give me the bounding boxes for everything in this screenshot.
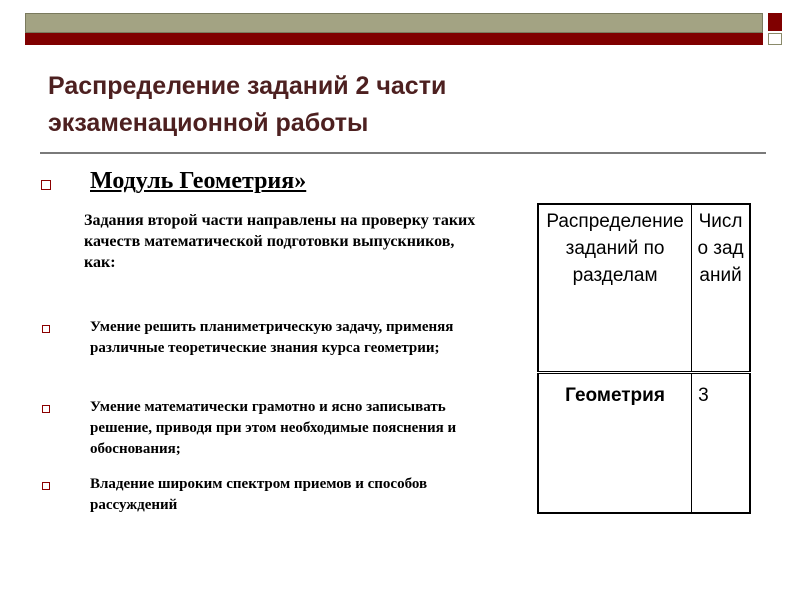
slide-title: [48, 68, 748, 142]
module-heading: Модуль Геометрия»: [90, 168, 307, 194]
title-line-2: экзаменационной работы: [48, 109, 369, 137]
table-row: [538, 372, 750, 513]
corner-square-filled: [768, 13, 782, 31]
list-item: Умение математически грамотно и ясно записывать решение, приводя при этом необходимые пояснения и обоснования;: [90, 399, 457, 457]
distribution-table: [537, 203, 751, 514]
square-bullet-icon: [41, 180, 51, 190]
corner-square-outline: [768, 33, 782, 45]
intro-text: Задания второй части направлены на проверку таких качеств математической подготовки выпускников, как:: [84, 212, 476, 271]
header-stripe: [25, 33, 763, 45]
cell-section-name: Геометрия: [538, 372, 692, 513]
square-bullet-icon: [42, 405, 50, 413]
header-band: [25, 13, 763, 33]
title-divider: [40, 152, 766, 154]
header-cell-distribution: Распределение заданий по разделам: [538, 204, 692, 372]
list-item: Умение решить планиметрическую задачу, применяя различные теоретические знания курса геометрии;: [90, 319, 454, 356]
list-item: Владение широким спектром приемов и способов рассуждений: [90, 476, 428, 513]
square-bullet-icon: [42, 325, 50, 333]
header-cell-count: Число заданий: [692, 204, 750, 372]
cell-task-count: 3: [692, 372, 750, 513]
square-bullet-icon: [42, 482, 50, 490]
table-header-row: [538, 204, 750, 372]
title-line-1: Распределение заданий 2 части: [48, 72, 447, 100]
